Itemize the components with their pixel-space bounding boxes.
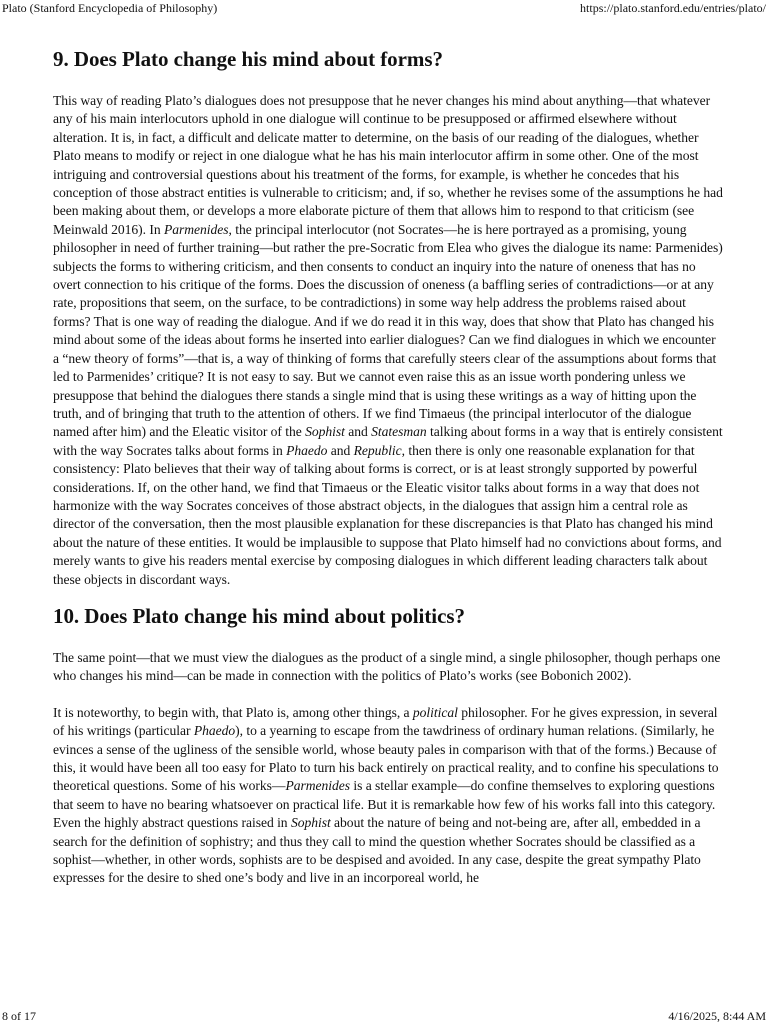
emphasis: political <box>412 704 458 720</box>
work-title: Parmenides <box>285 778 350 794</box>
text-run: is a stellar example—do confine themselves to exploring questions that seem to have no bearing whatsoever on practical life. But it is remarkable how few of his works fall into this category. Even the highly abstract questions raised in <box>53 778 716 831</box>
page-title: Plato (Stanford Encyclopedia of Philosophy) <box>2 1 218 15</box>
print-header <box>0 0 768 16</box>
page-url: https://plato.stanford.edu/entries/plato/ <box>580 1 766 15</box>
section-heading-forms: 9. Does Plato change his mind about forms? <box>53 47 443 71</box>
text-run: and <box>344 424 372 440</box>
section-heading-politics: 10. Does Plato change his mind about politics? <box>53 603 465 628</box>
text-run: philosopher. For he gives expression, in several of his writings (particular <box>53 704 718 739</box>
work-title: Sophist <box>290 815 331 831</box>
work-title: Sophist <box>305 424 345 440</box>
paragraph-politics-body <box>53 704 723 888</box>
work-title: Phaedo <box>286 442 328 458</box>
print-timestamp: 4/16/2025, 8:44 AM <box>668 1009 766 1023</box>
text-run: , then there is only one reasonable explanation for that consistency: Plato believes that their way of talking about forms is correct, or is at least strongly supported by powerful considerations. If, on the other hand, we find that Timaeus or the Eleatic visitor talks about forms in a way that does not harmonize with the way Socrates conceives of those abstract objects, in the dialogues that assign him a central role as director of the conversation, then the most plausible explanation for these discrepancies is that Plato has changed his mind about the nature of these entities. It would be implausible to suppose that Plato himself had no convictions about forms, and merely wants to give his readers mental exercise by composing dialogues in which different leading characters talk about these objects in discordant ways. <box>53 442 722 587</box>
work-title: Parmenides <box>164 221 229 237</box>
print-footer <box>0 1008 768 1024</box>
text-run: about the nature of being and not-being are, after all, embedded in a search for the definition of sophistry; and thus they call to mind the question whether Socrates should be classified as a sophist—whether, in other words, sophists are to be despised and avoided. In any case, despite the great sympathy Plato expresses for the desire to shed one’s body and live in an incorporeal world, he <box>53 815 701 886</box>
paragraph-politics-intro: The same point—that we must view the dialogues as the product of a single mind, a single philosopher, though perhaps one who changes his mind—can be made in connection with the politics of Plato’s works (see Bobonich 2002). <box>53 649 721 684</box>
text-run: and <box>327 442 354 458</box>
text-run: It is noteworthy, to begin with, that Plato is, among other things, a <box>53 704 413 720</box>
text-run: ), to a yearning to escape from the tawdriness of ordinary human relations. (Similarly, he evinces a sense of the ugliness of the sensible world, whose beauty pales in comparison with that of the forms.) Because of this, it would have been all too easy for Plato to turn his back entirely on practical reality, and to confine his speculations to theoretical questions. Some of his works— <box>53 723 719 794</box>
text-run: talking about forms in a way that is entirely consistent with the way Socrates talks about forms in <box>53 424 723 458</box>
page-count: 8 of 17 <box>2 1009 36 1023</box>
text-run: , the principal interlocutor (not Socrates—he is here portrayed as a promising, young philosopher in need of further training—but rather the pre-Socratic from Elea who gives the dialogue its name: Parmenides) subjects the forms to withering criticism, and then consents to conduct an inquiry into the nature of oneness that has no overt connection to his critique of the forms. Does the discussion of oneness (a baffling series of contradictions—or at any rate, propositions that seem, on the surface, to be contradictions) in some way help address the problems raised about forms? That is one way of reading the dialogue. And if we do read it in this way, does that show that Plato has changed his mind about some of the ideas about forms he inserted into earlier dialogues? Can we find dialogues in which we encounter a “new theory of forms”—that is, a way of thinking of forms that carefully steers clear of the assumptions about forms that led to Parmenides’ critique? It is not easy to say. But we cannot even raise this as an issue worth pondering unless we presuppose that behind the dialogues there stands a single mind that is using these writings as a way of hitting upon the truth, and of bringing that truth to the attention of others. If we find Timaeus (the principal interlocutor of the dialogue named after him) and the Eleatic visitor of the <box>53 221 723 440</box>
article-content <box>53 44 723 888</box>
work-title: Phaedo <box>193 723 236 739</box>
work-title: Republic <box>353 442 402 458</box>
work-title: Statesman <box>371 424 427 440</box>
paragraph-forms <box>53 92 723 589</box>
text-run: This way of reading Plato’s dialogues does not presuppose that he never changes his mind about anything—that whatever any of his main interlocutors uphold in one dialogue will continue to be presupposed or affirmed elsewhere without alteration. It is, in fact, a difficult and delicate matter to determine, on the basis of our reading of the dialogues, whether Plato means to modify or reject in one dialogue what he has his main interlocutor affirm in some other. One of the most intriguing and controversial questions about his treatment of the forms, for example, is whether he concedes that his conception of those abstract entities is vulnerable to criticism; and, if so, whether he revises some of the assumptions he had been making about them, or develops a more elaborate picture of them that allows him to respond to that criticism (see Meinwald 2016). In <box>53 93 723 237</box>
